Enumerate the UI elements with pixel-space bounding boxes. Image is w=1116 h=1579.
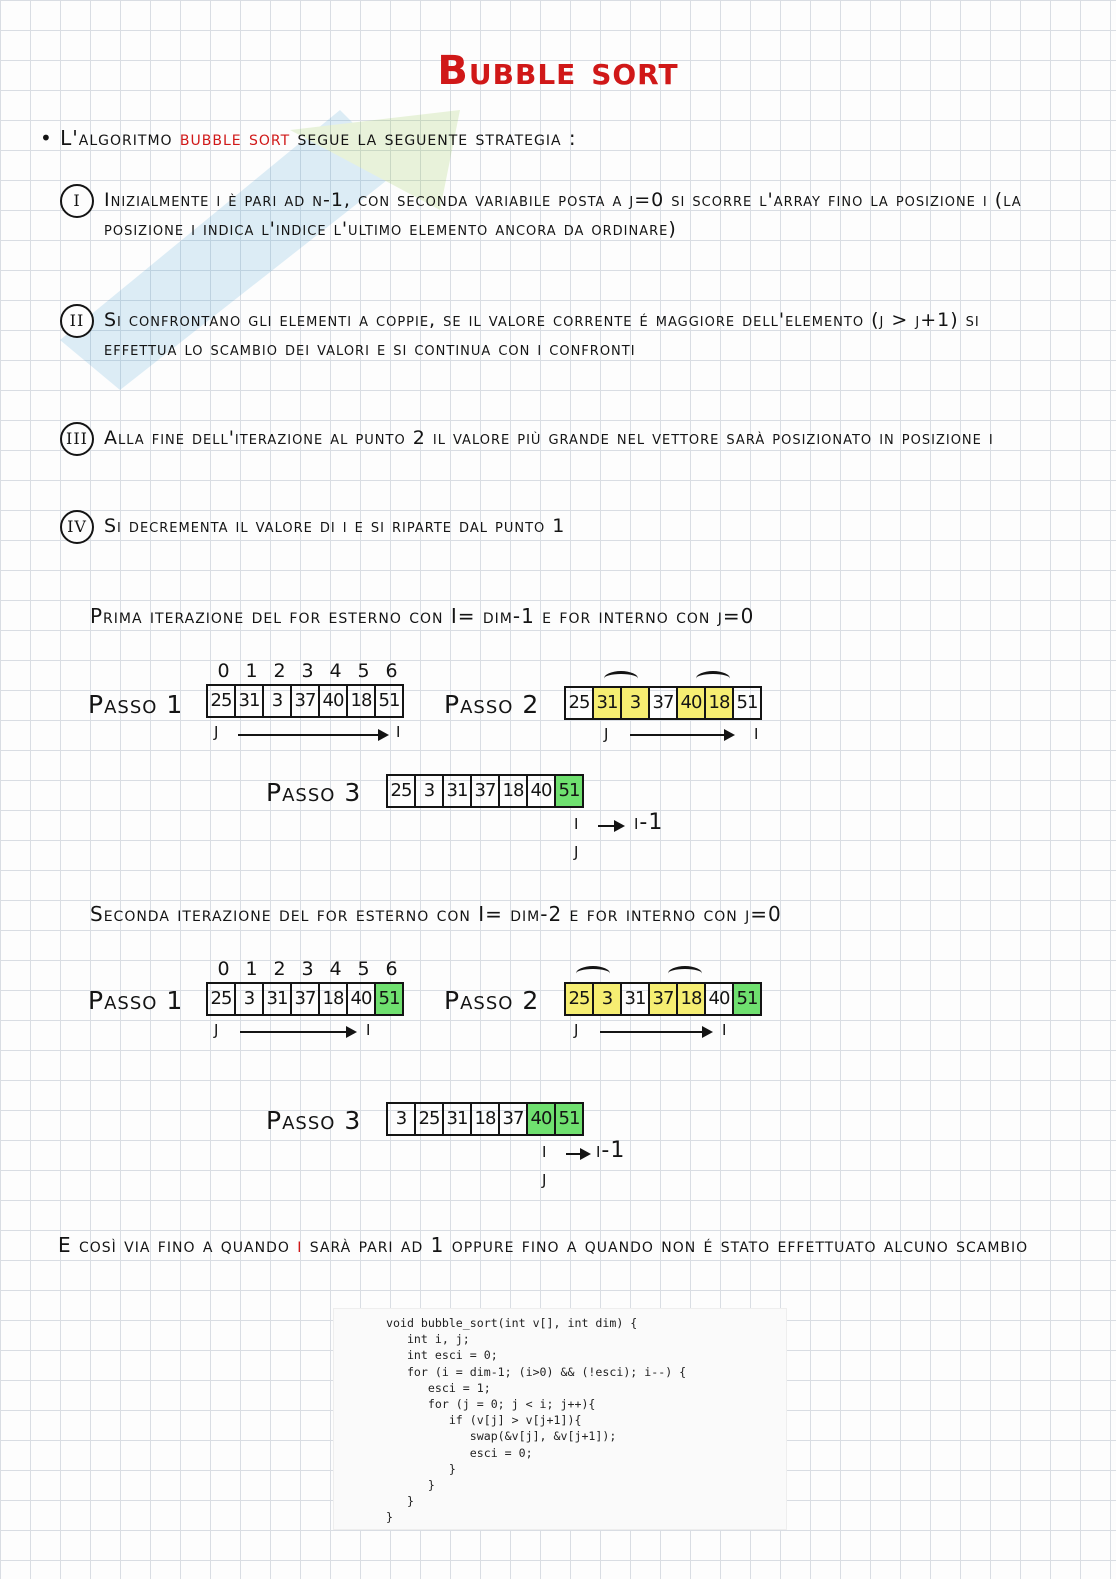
array-cell: 25 xyxy=(566,688,594,718)
arrow-head-icon xyxy=(702,1026,713,1038)
j-pointer: j xyxy=(574,1016,580,1041)
index: 4 xyxy=(329,958,343,980)
swap-arrow-icon xyxy=(696,671,730,686)
array-cell: 3 xyxy=(622,688,650,718)
i-minus-1-label: i-1 xyxy=(596,1138,626,1163)
array-cell: 51 xyxy=(736,692,758,713)
array-cell: 37 xyxy=(472,776,500,806)
index: 6 xyxy=(385,958,399,980)
step-text: Alla fine dell'iterazione al punto 2 il valore più grande nel vettore sarà posizionato in posizione i xyxy=(104,427,994,449)
passo-label: Passo 1 xyxy=(88,690,184,719)
arrow-line xyxy=(630,734,726,736)
code-text: void bubble_sort(int v[], int dim) { int i, j; int esci = 0; for (i = dim-1; (i>0) && (!esci); i--) { esci = 1; for (j = 0; j < i; j++){ if (v[j] > v[j+1]){ swap(&v[j], &v[j+1]); esci = 0; } } } } xyxy=(386,1316,687,1525)
array-cell: 40 xyxy=(528,1104,556,1134)
array-cell: 37 xyxy=(292,686,320,716)
array xyxy=(206,982,404,1016)
conclusion-text xyxy=(58,1230,1068,1260)
passo-label: Passo 2 xyxy=(444,690,540,719)
arrow-head-icon xyxy=(724,729,735,741)
step-number: III xyxy=(60,422,94,456)
array-cell: 40 xyxy=(706,984,734,1014)
arrow-head-icon xyxy=(378,729,389,741)
array-cell: 25 xyxy=(208,984,236,1014)
step-text: Inizialmente i è pari ad n-1, con seconda variabile posta a j=0 si scorre l'array fino la posizione i (la posizione i indica l'indice l'ultimo elemento ancora da ordinare) xyxy=(104,189,1022,240)
array-cell: 51 xyxy=(556,776,582,806)
array xyxy=(206,684,404,718)
i-pointer: i xyxy=(722,1016,728,1041)
passo-label: Passo 3 xyxy=(266,778,362,807)
arrow-head-icon xyxy=(580,1148,591,1160)
index: 0 xyxy=(217,660,231,682)
i-pointer: i xyxy=(366,1016,372,1041)
array-cell: 3 xyxy=(236,984,264,1014)
array-cell: 31 xyxy=(444,1104,472,1134)
index: 6 xyxy=(385,660,399,682)
array xyxy=(386,774,584,808)
i-minus-1-label: i-1 xyxy=(634,810,664,835)
step-number: I xyxy=(60,184,94,218)
array-cell: 40 xyxy=(678,688,706,718)
swap-arrow-icon xyxy=(604,671,638,686)
index: 3 xyxy=(301,660,315,682)
j-pointer: j xyxy=(542,1166,548,1191)
array-cell: 40 xyxy=(348,984,376,1014)
j-pointer: j xyxy=(574,838,580,863)
index: 5 xyxy=(357,958,371,980)
array-cell: 18 xyxy=(320,984,348,1014)
array-cell: 31 xyxy=(622,984,650,1014)
i-pointer: i xyxy=(396,718,402,743)
array-cell: 3 xyxy=(416,776,444,806)
array xyxy=(386,1102,584,1136)
passo-label: Passo 3 xyxy=(266,1106,362,1135)
index: 2 xyxy=(273,660,287,682)
iteration-1-heading: Prima iterazione del for esterno con I= dim-1 e for interno con j=0 xyxy=(90,604,755,628)
intro-highlight: bubble sort xyxy=(179,126,291,150)
array xyxy=(564,982,762,1016)
array-cell: 3 xyxy=(594,984,622,1014)
array-cell: 18 xyxy=(472,1104,500,1134)
passo-label: Passo 1 xyxy=(88,986,184,1015)
intro-prefix: • L'algoritmo xyxy=(40,126,173,150)
swap-arrow-icon xyxy=(576,966,610,981)
j-pointer: j xyxy=(214,718,220,743)
index-row xyxy=(210,660,406,682)
index: 1 xyxy=(245,660,259,682)
array-cell: 3 xyxy=(388,1104,416,1134)
array-cell: 37 xyxy=(650,688,678,718)
array-cell: 51 xyxy=(378,690,400,711)
index: 0 xyxy=(217,958,231,980)
j-pointer: j xyxy=(604,720,610,745)
i-pointer: i xyxy=(754,720,760,745)
array-cell: 18 xyxy=(678,984,706,1014)
array-cell: 37 xyxy=(292,984,320,1014)
array-cell: 25 xyxy=(566,984,594,1014)
intro-line xyxy=(40,126,577,150)
i-pointer: i xyxy=(574,810,580,835)
array-cell: 18 xyxy=(500,776,528,806)
arrow-line xyxy=(600,1031,704,1033)
array xyxy=(564,686,762,720)
step-number: II xyxy=(60,304,94,338)
i-pointer: i xyxy=(542,1138,548,1163)
array-cell: 25 xyxy=(208,686,236,716)
conclusion-suffix: sarà pari ad 1 oppure fino a quando non é stato effettuato alcuno scambio xyxy=(309,1233,1029,1257)
index: 1 xyxy=(245,958,259,980)
conclusion-prefix: E così via fino a quando xyxy=(58,1233,290,1257)
array-cell: 37 xyxy=(500,1104,528,1134)
arrow-head-icon xyxy=(346,1026,357,1038)
array-cell: 37 xyxy=(650,984,678,1014)
index: 4 xyxy=(329,660,343,682)
arrow-line xyxy=(240,1031,348,1033)
page-title: Bubble sort xyxy=(437,48,679,94)
index-row xyxy=(210,958,406,980)
intro-suffix: segue la seguente strategia : xyxy=(297,126,577,150)
index: 5 xyxy=(357,660,371,682)
array-cell: 25 xyxy=(416,1104,444,1134)
code-snippet xyxy=(333,1308,787,1530)
array-cell: 51 xyxy=(556,1104,582,1134)
swap-arrow-icon xyxy=(668,966,702,981)
step-text: Si decrementa il valore di i e si riparte dal punto 1 xyxy=(104,515,566,537)
array-cell: 31 xyxy=(236,686,264,716)
array-cell: 31 xyxy=(444,776,472,806)
arrow-line xyxy=(238,734,380,736)
passo-label: Passo 2 xyxy=(444,986,540,1015)
array-cell: 51 xyxy=(376,984,402,1014)
step-number: IV xyxy=(60,510,94,544)
j-pointer: j xyxy=(214,1016,220,1041)
array-cell: 18 xyxy=(348,686,376,716)
array-cell: 31 xyxy=(594,688,622,718)
array-cell: 40 xyxy=(528,776,556,806)
array-cell: 40 xyxy=(320,686,348,716)
array-cell: 3 xyxy=(264,686,292,716)
iteration-2-heading: Seconda iterazione del for esterno con I= dim-2 e for interno con j=0 xyxy=(90,902,782,926)
arrow-head-icon xyxy=(614,820,625,832)
array-cell: 18 xyxy=(706,688,734,718)
array-cell: 25 xyxy=(388,776,416,806)
step-text: Si confrontano gli elementi a coppie, se il valore corrente é maggiore dell'elemento (j > j+1) si effettua lo scambio dei valori e si continua con i confronti xyxy=(104,309,980,360)
conclusion-highlight: i xyxy=(297,1233,303,1257)
index: 2 xyxy=(273,958,287,980)
array-cell: 31 xyxy=(264,984,292,1014)
index: 3 xyxy=(301,958,315,980)
array-cell: 51 xyxy=(734,984,760,1014)
